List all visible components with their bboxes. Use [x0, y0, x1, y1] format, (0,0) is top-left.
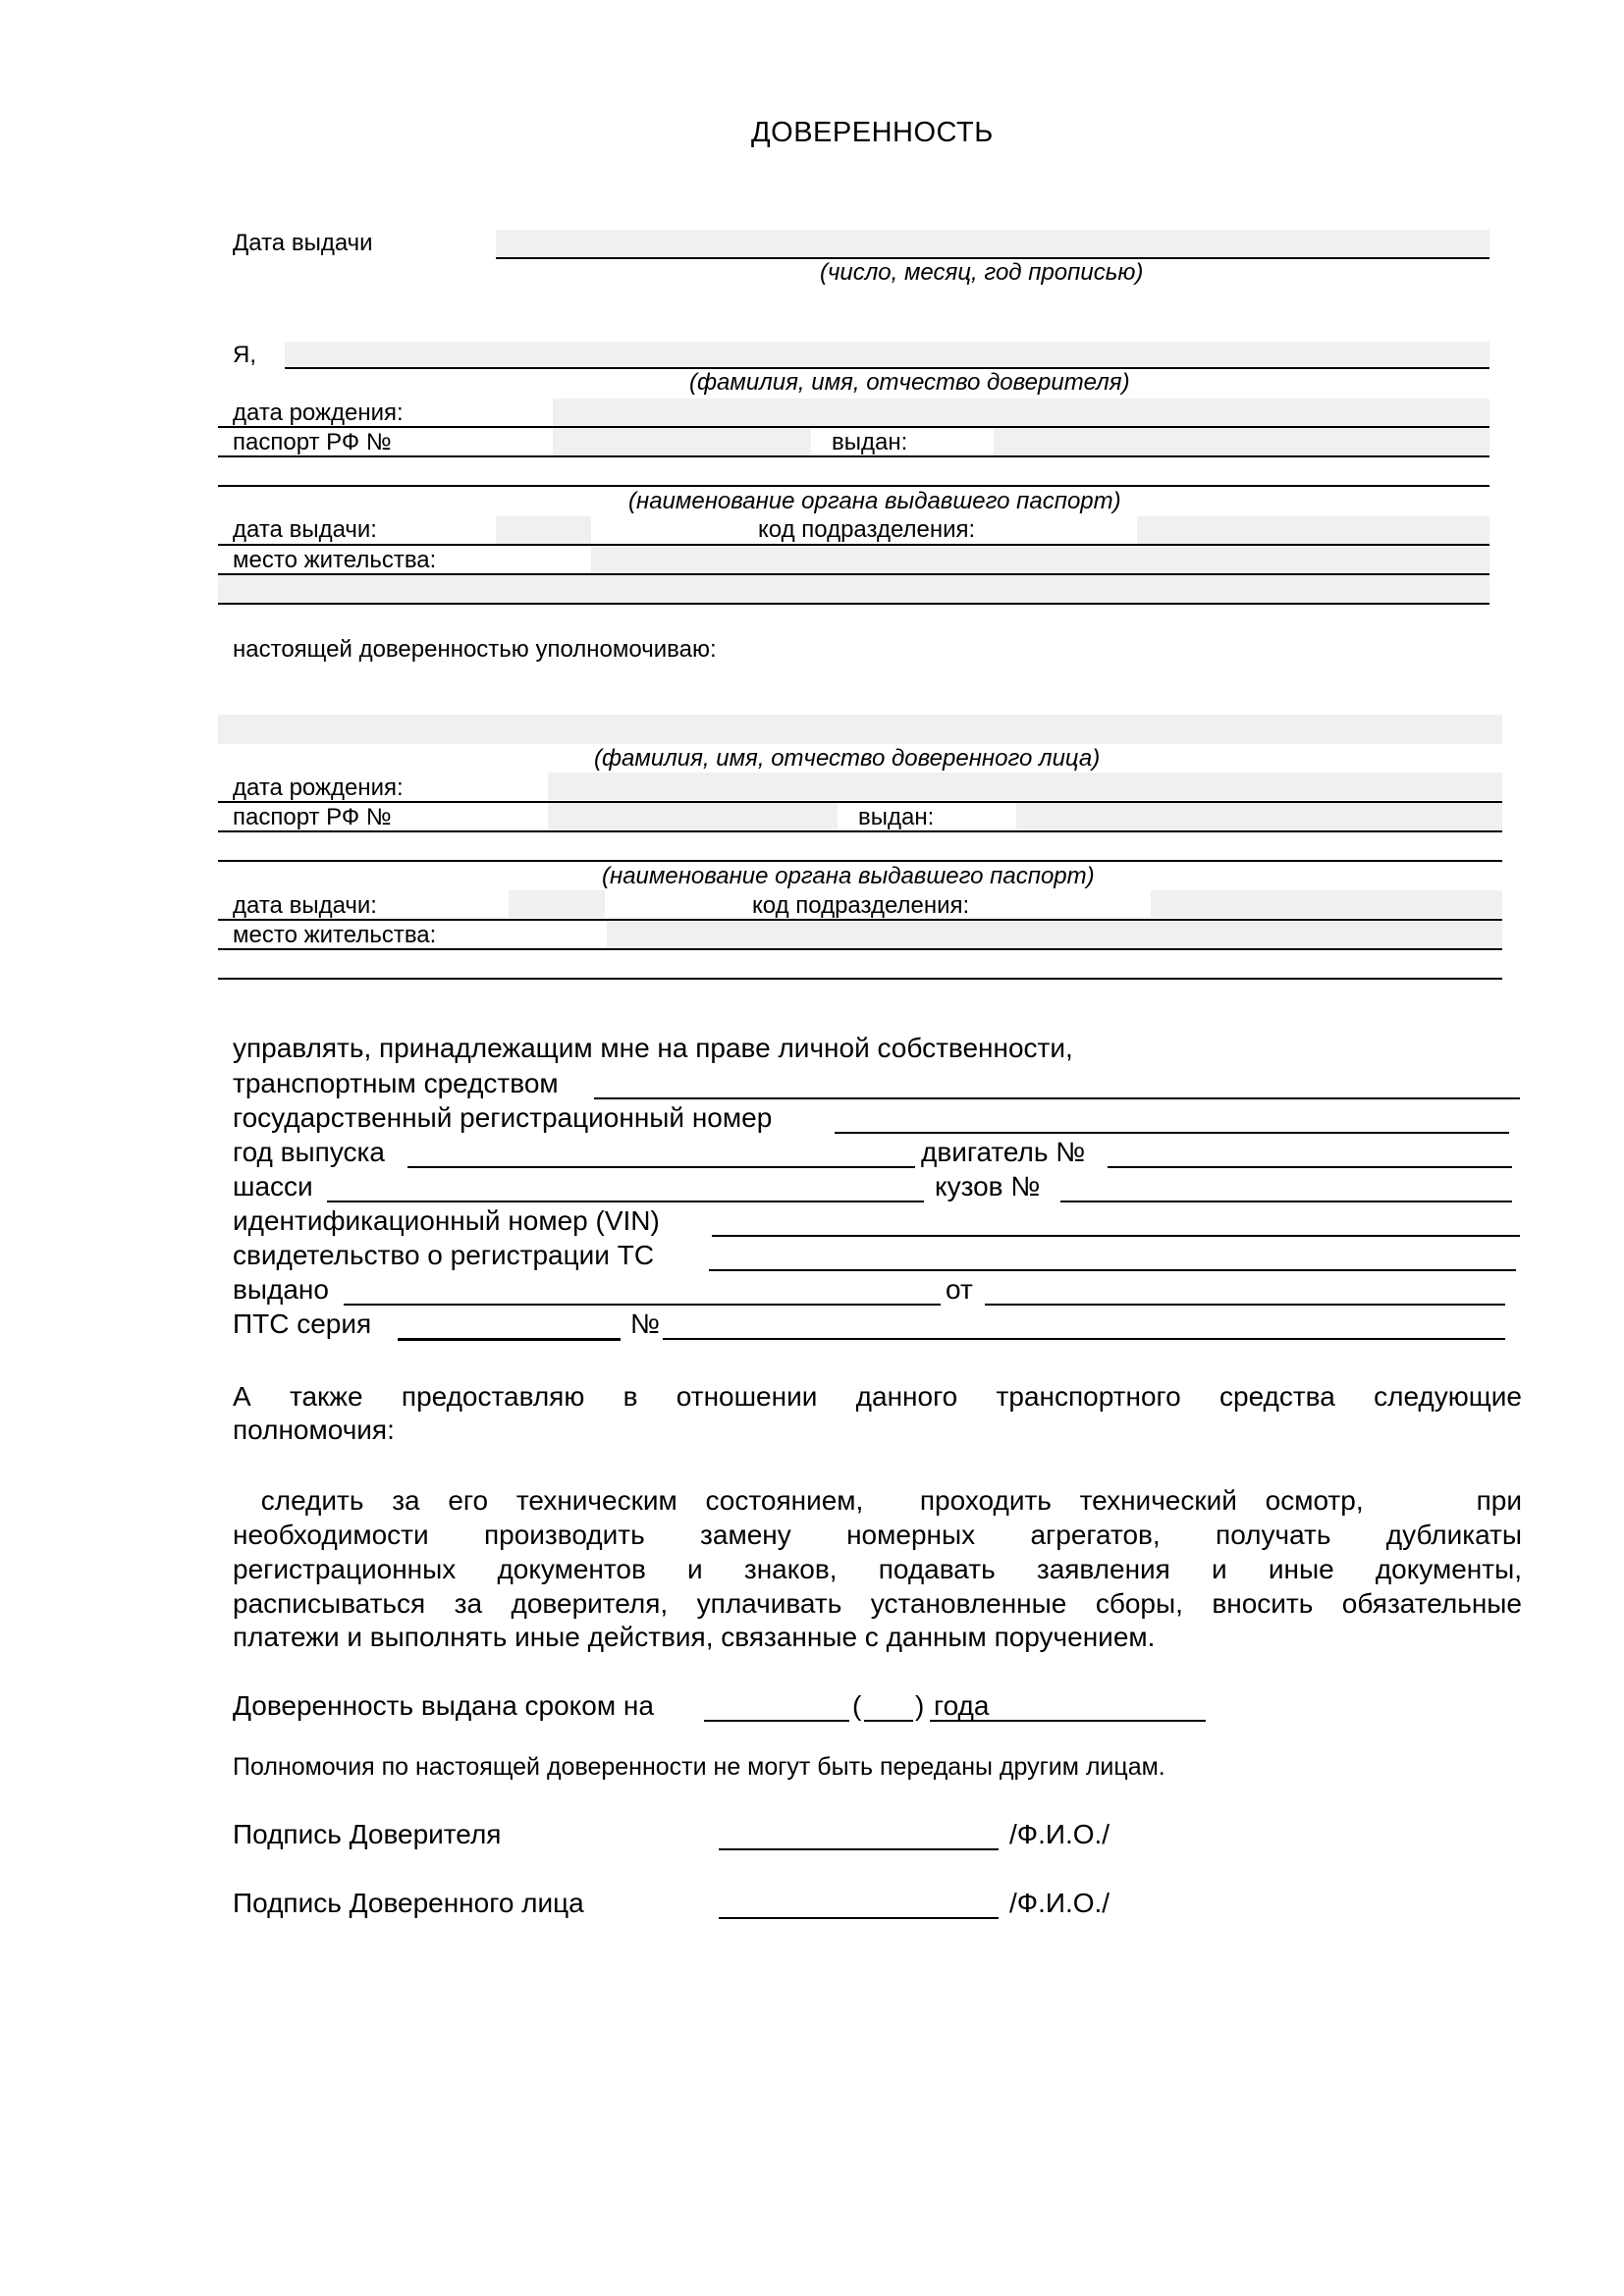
pts-number-field[interactable]: [663, 1308, 1505, 1340]
issue-date-field[interactable]: [496, 230, 1489, 257]
agent-issued-label: выдан:: [858, 804, 935, 830]
agent-residence-line: [218, 948, 1502, 950]
powers-line-5: платежи и выполнять иные действия, связанные с данным поручением.: [233, 1622, 1156, 1652]
agent-name-field[interactable]: [218, 715, 1502, 744]
principal-authority-hint: (наименование органа выдавшего паспорт): [628, 488, 1121, 514]
agent-birth-field[interactable]: [548, 773, 1502, 800]
from-label: от: [946, 1274, 973, 1305]
agent-signature-label: Подпись Доверенного лица: [233, 1888, 584, 1918]
agent-birth-label: дата рождения:: [233, 774, 404, 801]
cert-label: свидетельство о регистрации ТС: [233, 1240, 655, 1270]
agent-authority-line: [218, 860, 1502, 862]
agent-passport-field[interactable]: [548, 803, 838, 830]
transport-field[interactable]: [594, 1068, 1520, 1099]
vehicle-issued-field[interactable]: [344, 1274, 941, 1306]
agent-residence-field[interactable]: [607, 921, 1502, 948]
powers-line-1: следить за его техническим состоянием, проходить технический осмотр, при: [233, 1485, 1522, 1516]
vin-field[interactable]: [712, 1205, 1520, 1237]
engine-label: двигатель №: [921, 1137, 1086, 1167]
powers-line-3: регистрационных документов и знаков, подавать заявления и иные документы,: [233, 1554, 1522, 1584]
powers-line-4: расписываться за доверителя, уплачивать установленные сборы, вносить обязательные: [233, 1588, 1522, 1619]
principal-signature-label: Подпись Доверителя: [233, 1819, 502, 1849]
term-paren-close: ): [915, 1690, 925, 1721]
chassis-label: шасси: [233, 1171, 313, 1201]
agent-issue-date-label: дата выдачи:: [233, 892, 377, 919]
reg-number-label: государственный регистрационный номер: [233, 1102, 773, 1133]
agent-issue-date-field[interactable]: [509, 890, 605, 918]
principal-passport-line: [218, 455, 1489, 457]
issue-date-hint: (число, месяц, год прописью): [820, 259, 1144, 286]
year-field[interactable]: [407, 1137, 915, 1168]
agent-division-label: код подразделения:: [752, 892, 970, 919]
principal-name-field[interactable]: [285, 342, 1489, 367]
powers-line-2: необходимости производить замену номерных агрегатов, получать дубликаты: [233, 1520, 1522, 1550]
principal-prefix: Я,: [233, 342, 256, 368]
pts-series-field[interactable]: [398, 1308, 621, 1341]
principal-birth-label: дата рождения:: [233, 400, 404, 426]
issue-date-label: Дата выдачи: [233, 230, 373, 256]
principal-issue-date-label: дата выдачи:: [233, 516, 377, 543]
principal-issued-label: выдан:: [832, 429, 908, 455]
agent-signature-field[interactable]: [719, 1888, 999, 1919]
agent-residence-line-2: [218, 978, 1502, 980]
term-number-field[interactable]: [704, 1690, 849, 1722]
agent-authority-hint: (наименование органа выдавшего паспорт): [602, 863, 1095, 889]
body-field[interactable]: [1060, 1171, 1512, 1202]
principal-residence-line-2: [218, 603, 1489, 605]
term-words-field[interactable]: [864, 1690, 913, 1722]
principal-passport-label: паспорт РФ №: [233, 429, 392, 455]
agent-passport-line: [218, 830, 1502, 832]
pts-label: ПТС серия: [233, 1308, 372, 1339]
authorize-text: настоящей доверенностью уполномочиваю:: [233, 636, 717, 663]
engine-field[interactable]: [1108, 1137, 1512, 1168]
principal-residence-field[interactable]: [591, 546, 1489, 573]
page-title: ДОВЕРЕННОСТЬ: [751, 117, 994, 148]
principal-issued-field[interactable]: [994, 428, 1489, 455]
agent-division-field[interactable]: [1151, 890, 1502, 918]
agent-name-hint: (фамилия, имя, отчество доверенного лица): [594, 745, 1101, 772]
agent-passport-label: паспорт РФ №: [233, 804, 392, 830]
pts-number-label: №: [630, 1308, 661, 1339]
agent-residence-label: место жительства:: [233, 922, 437, 948]
vehicle-intro: управлять, принадлежащим мне на праве личной собственности,: [233, 1033, 1073, 1063]
principal-residence-field-2[interactable]: [218, 575, 1489, 603]
powers-intro-line1: А также предоставляю в отношении данного транспортного средства следующие: [233, 1381, 1522, 1412]
principal-issue-date-field[interactable]: [496, 516, 591, 544]
term-suffix-line: [930, 1690, 1206, 1722]
term-suffix: года: [934, 1690, 990, 1721]
principal-residence-label: место жительства:: [233, 547, 437, 573]
vin-label: идентификационный номер (VIN): [233, 1205, 660, 1236]
reg-number-field[interactable]: [835, 1102, 1509, 1134]
principal-fio: /Ф.И.О./: [1009, 1819, 1110, 1849]
year-label: год выпуска: [233, 1137, 385, 1167]
agent-issued-field[interactable]: [1016, 803, 1502, 830]
agent-fio: /Ф.И.О./: [1009, 1888, 1110, 1918]
powers-intro-line2: полномочия:: [233, 1415, 395, 1445]
transport-label: транспортным средством: [233, 1068, 559, 1098]
cert-field[interactable]: [709, 1240, 1516, 1271]
principal-authority-line: [218, 485, 1489, 487]
principal-name-hint: (фамилия, имя, отчество доверителя): [689, 369, 1130, 396]
principal-division-field[interactable]: [1137, 516, 1489, 544]
principal-passport-field[interactable]: [553, 428, 811, 455]
term-paren-open: (: [852, 1690, 862, 1721]
vehicle-issued-label: выдано: [233, 1274, 329, 1305]
principal-birth-field[interactable]: [553, 399, 1489, 426]
principal-division-label: код подразделения:: [758, 516, 976, 543]
chassis-field[interactable]: [327, 1171, 924, 1202]
term-prefix: Доверенность выдана сроком на: [233, 1690, 654, 1721]
no-transfer-text: Полномочия по настоящей доверенности не могут быть переданы другим лицам.: [233, 1753, 1165, 1781]
principal-signature-field[interactable]: [719, 1819, 999, 1850]
from-field[interactable]: [985, 1274, 1505, 1306]
body-label: кузов №: [935, 1171, 1041, 1201]
